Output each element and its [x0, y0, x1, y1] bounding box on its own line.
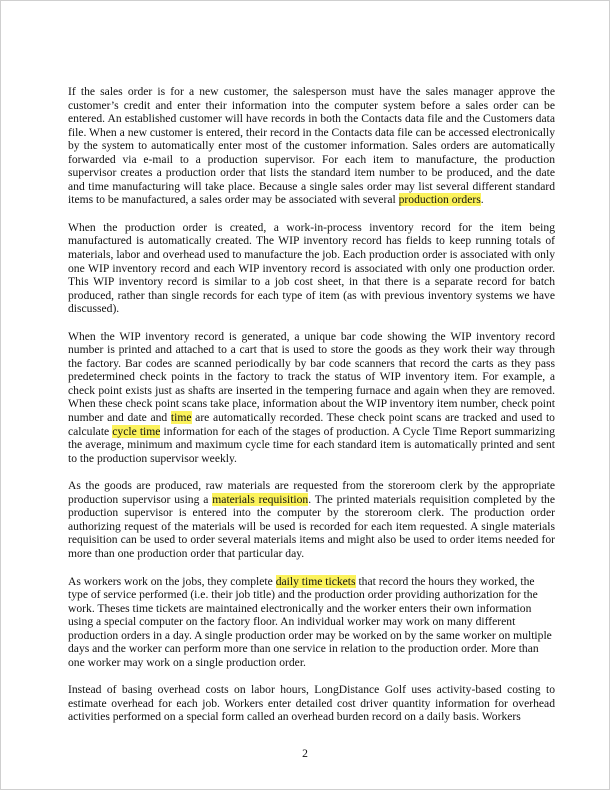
highlight-cycle-time: cycle time — [112, 424, 161, 438]
paragraph-materials: As the goods are produced, raw materials are requested from the storeroom clerk by the appropriate production supervisor using a materials requisition. The printed materials requisition completed by the production supervisor is entered into the computer by the storeroom clerk. The production order authorizing request of the materials will be used is recorded for each item requested. A single materials requisition can be used to order several materials items and might also be used to order items needed for more than one production order that particular day. — [68, 479, 555, 560]
paragraph-overhead: Instead of basing overhead costs on labor hours, LongDistance Golf uses activity-based costing to estimate overhead for each job. Workers enter detailed cost driver quantity information for overhead activities performed on a special form called an overhead burden record on a daily basis. Workers — [68, 683, 555, 724]
document-page — [68, 85, 555, 738]
paragraph-production-order: When the production order is created, a work-in-process inventory record for the item being manufactured is automatically created. The WIP inventory record has fields to keep running totals of materials, labor and overhead used to manufacture the job. Each production order is associated with only one WIP inventory record and each WIP inventory record is associated with only one production order. This WIP inventory record is similar to a job cost sheet, in that there is a separate record for batch produced, rather than single records for each type of item (as with previous inventory systems we have discussed). — [68, 220, 555, 316]
highlight-production-orders: production orders — [398, 193, 481, 207]
paragraph-wip-record: When the WIP inventory record is generated, a unique bar code showing the WIP inventory record number is printed and attached to a cart that is used to store the goods as they work their way through the factory. Bar codes are scanned periodically by bar code scanners that record the carts as they pass predetermined check points in the factory to track the status of WIP inventory item. For example, a check point exists just as shafts are inserted in the tempering furnace and again when they are removed. When these check point scans take place, information about the WIP inventory item number, check point number and date and time are automatically recorded. These check point scans are tracked and used to calculate cycle time information for each of the stages of production. A Cycle Time Report summarizing the average, minimum and maximum cycle time for each standard item is automatically printed and sent to the production supervisor weekly. — [68, 329, 556, 465]
paragraph-sales-order: If the sales order is for a new customer, the salesperson must have the sales manager approve the customer’s credit and enter their information into the computer system before a sales order can be entered. An established customer will have records in both the Contacts data file and the Customers data file. When a new customer is entered, their record in the Contacts data file can be accessed electronically by the system to automatically enter most of the customer information. Sales orders are automatically forwarded via e-mail to a production supervisor. For each item to manufacture, the production supervisor creates a production order that lists the standard item number to be produced, and the date and time manufacturing will take place. Because a single sales order may list several different standard items to be manufactured, a sales order may be associated with several production orders. — [68, 85, 555, 207]
page-number: 2 — [302, 747, 308, 760]
highlight-daily-time-tickets: daily time tickets — [275, 574, 356, 588]
highlight-materials-requisition: materials requisition — [212, 492, 309, 506]
highlight-time: time — [170, 411, 192, 425]
paragraph-time-tickets: As workers work on the jobs, they complete daily time tickets that record the hours they worked, the type of service performed (i.e. their job title) and the production order providing authorization for the work. Theses time tickets are maintained electronically and the worker enters their own information using a special computer on the factory floor. An individual worker may work on many different production orders in a day. A single production order may be worked on by the same worker on multiple days and the worker can perform more than one service in relation to the production order. More than one worker may work on a single production order. — [68, 574, 552, 669]
